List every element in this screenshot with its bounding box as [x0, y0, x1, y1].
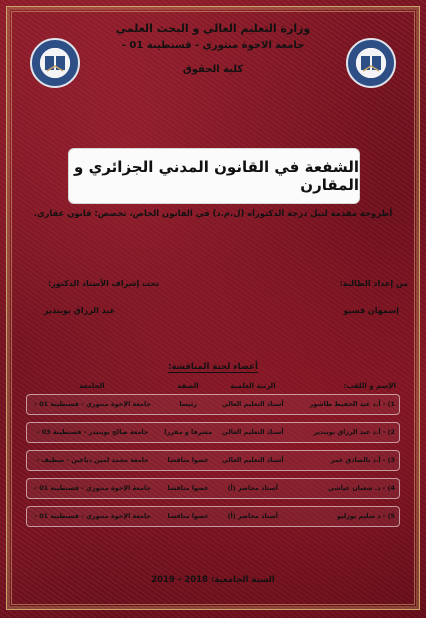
member-rank: أستاذ التعليم العالي [221, 428, 284, 436]
member-rank: أستاذ التعليم العالي [221, 456, 284, 464]
thesis-subtitle: أطروحة مقدمة لنيل درجة الدكتوراه (ل.م.د) في القانون الخاص، تخصص: قانون عقاري. [33, 208, 393, 218]
member-rank: أستاذ محاضر (أ) [227, 484, 278, 492]
table-row [26, 506, 400, 527]
member-role: رئيسا [179, 400, 197, 408]
member-name: 5) - د سليم بوزليو [337, 512, 395, 520]
header-rank: الرتبة العلمية [230, 382, 276, 390]
academic-year: السنة الجامعية: 2018 - 2019 [151, 575, 275, 585]
member-role: عضوا مناقشا [167, 512, 209, 520]
member-name: 4) - د. شعبان عياشي [327, 484, 395, 492]
member-role: عضوا مناقشا [167, 484, 209, 492]
member-role: عضوا مناقشا [167, 456, 209, 464]
committee-title [0, 362, 426, 372]
table-row [26, 394, 400, 415]
member-role: مشرفا و مقررا [164, 428, 213, 436]
committee-title-text: أعضاء لجنة المناقشة: [168, 362, 258, 372]
member-university: جامعة محمد لمين دباغين - سطيف - [36, 456, 149, 464]
member-university: جامعة صالح بوبنيدر - قسنطينة 03 - [36, 428, 149, 436]
member-rank: أستاذ محاضر (أ) [227, 512, 278, 520]
student-name: إسمهان قسيو [343, 306, 399, 315]
table-row [26, 422, 400, 443]
supervisor-name: عبد الرزاق بوبندير [44, 306, 116, 315]
member-name: 2) - أ.د عبد الرزاق بوبندير [313, 428, 395, 436]
member-university: جامعة الإخوة منتوري - قسنطينة 01 - [34, 400, 151, 408]
member-university: جامعة الإخوة منتوري - قسنطينة 01 - [34, 512, 151, 520]
thesis-title: الشفعة في القانون المدني الجزائري و المقارن [74, 158, 359, 194]
committee-table [26, 378, 400, 534]
faculty-name: كلية الحقوق [182, 64, 244, 75]
university-name: جامعة الاخوة منتوري - قسنطينة 01 - [121, 40, 305, 51]
member-name: 3) - أ.د بالصادق عمر [330, 456, 395, 464]
table-row [26, 478, 400, 499]
student-label: من إعداد الطالبة: [339, 279, 408, 288]
member-name: 1) - أ.د عبد الحفيظ طاشور [309, 400, 395, 408]
supervisor-label: تحت إشراف الأستاذ الدكتور: [48, 279, 160, 288]
header-university: الجامعة [79, 382, 105, 390]
ministry-name: وزارة التعليم العالي و البحث العلمي [115, 22, 311, 35]
member-rank: أستاذ التعليم العالي [221, 400, 284, 408]
header-name: الإسم و اللقب: [343, 382, 396, 390]
table-row [26, 450, 400, 471]
header-role: الصفة [177, 382, 199, 390]
committee-table-header [26, 378, 400, 394]
title-box [68, 148, 360, 204]
member-university: جامعة الإخوة منتوري - قسنطينة 01 - [34, 484, 151, 492]
